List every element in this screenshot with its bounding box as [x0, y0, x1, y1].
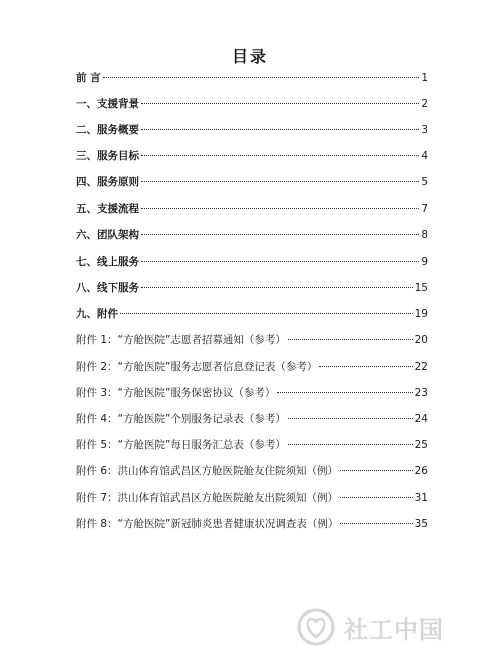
toc-entry: [76, 96, 428, 112]
toc-leader-dots: [288, 338, 413, 340]
toc-entry: [76, 306, 428, 322]
toc-entry-label: 附件 7：洪山体育馆武昌区方舱医院舱友出院须知（例）: [76, 492, 339, 504]
toc-leader-dots: [141, 154, 419, 156]
watermark-text: 社工中国: [344, 615, 444, 644]
toc-leader-dots: [141, 180, 419, 182]
toc-leader-dots: [340, 496, 413, 498]
toc-entry-page: 35: [414, 518, 428, 530]
toc-entry-page: 7: [421, 203, 428, 215]
toc-entry-page: 9: [421, 256, 428, 268]
toc-leader-dots: [141, 128, 419, 130]
toc-entry-label: 五、支援流程: [76, 203, 139, 215]
toc-entry-label: 二、服务概要: [76, 124, 139, 136]
toc-entry-label: 八、线下服务: [76, 282, 139, 294]
watermark: [296, 607, 456, 647]
toc-entry: [76, 280, 428, 296]
toc-leader-dots: [120, 312, 413, 314]
toc-entry-label: 附件 3：“方舱医院”服务保密协议（参考）: [76, 387, 276, 399]
toc-title: 目录: [231, 47, 268, 66]
toc-entry-page: 8: [421, 229, 428, 241]
toc-entry: [76, 411, 428, 427]
toc-leader-dots: [141, 286, 413, 288]
toc-entry-page: 5: [421, 176, 428, 188]
toc-leader-dots: [340, 469, 413, 471]
toc-entry: [76, 332, 428, 348]
toc-entry-page: 22: [414, 361, 428, 373]
toc-entry: [76, 227, 428, 243]
toc-entry-label: 附件 5：“方舱医院”每日服务汇总表（参考）: [76, 439, 286, 451]
toc-entry-page: 20: [414, 334, 428, 346]
toc-entry-page: 3: [421, 124, 428, 136]
toc-entry-page: 19: [414, 308, 428, 320]
toc-leader-dots: [141, 207, 419, 209]
toc-entry: [76, 437, 428, 453]
toc-entry-page: 23: [414, 387, 428, 399]
toc-entry: [76, 201, 428, 217]
toc-entry-page: 25: [414, 439, 428, 451]
toc-entry: [76, 463, 428, 479]
toc-entry: [76, 385, 428, 401]
toc-entry-page: 31: [414, 492, 428, 504]
toc-leader-dots: [319, 365, 412, 367]
toc-leader-dots: [340, 522, 412, 524]
toc-entry-page: 4: [421, 150, 428, 162]
toc-leader-dots: [277, 391, 412, 393]
toc-leader-dots: [141, 260, 419, 262]
toc-entry-label: 附件 8：“方舱医院”新冠肺炎患者健康状况调查表（例）: [76, 518, 339, 530]
toc-leader-dots: [141, 102, 419, 104]
toc-entry: [76, 516, 428, 532]
toc-leader-dots: [288, 417, 413, 419]
toc-entry: [76, 254, 428, 270]
toc-entry-label: 前 言: [76, 72, 101, 84]
toc-leader-dots: [141, 233, 419, 235]
toc-entry-label: 一、支援背景: [76, 98, 139, 110]
toc-entry-label: 附件 6：洪山体育馆武昌区方舱医院舱友住院须知（例）: [76, 465, 339, 477]
toc-entry-page: 15: [414, 282, 428, 294]
toc-entry-label: 附件 4：“方舱医院”个别服务记录表（参考）: [76, 413, 286, 425]
toc-entry: [76, 70, 428, 86]
toc-entry-label: 六、团队架构: [76, 229, 139, 241]
toc-entry-page: 2: [421, 98, 428, 110]
toc-entry: [76, 148, 428, 164]
toc-entry-page: 1: [421, 72, 428, 84]
toc-entry-label: 附件 2：“方舱医院”服务志愿者信息登记表（参考）: [76, 361, 318, 373]
toc-entry-label: 四、服务原则: [76, 176, 139, 188]
toc-entry: [76, 174, 428, 190]
toc-entry-label: 附件 1：“方舱医院”志愿者招募通知（参考）: [76, 334, 286, 346]
toc-leader-dots: [103, 76, 420, 78]
toc-entry-page: 24: [414, 413, 428, 425]
toc-entry: [76, 490, 428, 506]
toc-entry-label: 七、线上服务: [76, 256, 139, 268]
heart-hands-logo-icon: [296, 607, 336, 647]
toc-entry-label: 九、附件: [76, 308, 118, 320]
toc-entry-page: 26: [414, 465, 428, 477]
toc-entry: [76, 122, 428, 138]
toc-entry: [76, 359, 428, 375]
toc-leader-dots: [288, 443, 413, 445]
toc-entry-label: 三、服务目标: [76, 150, 139, 162]
